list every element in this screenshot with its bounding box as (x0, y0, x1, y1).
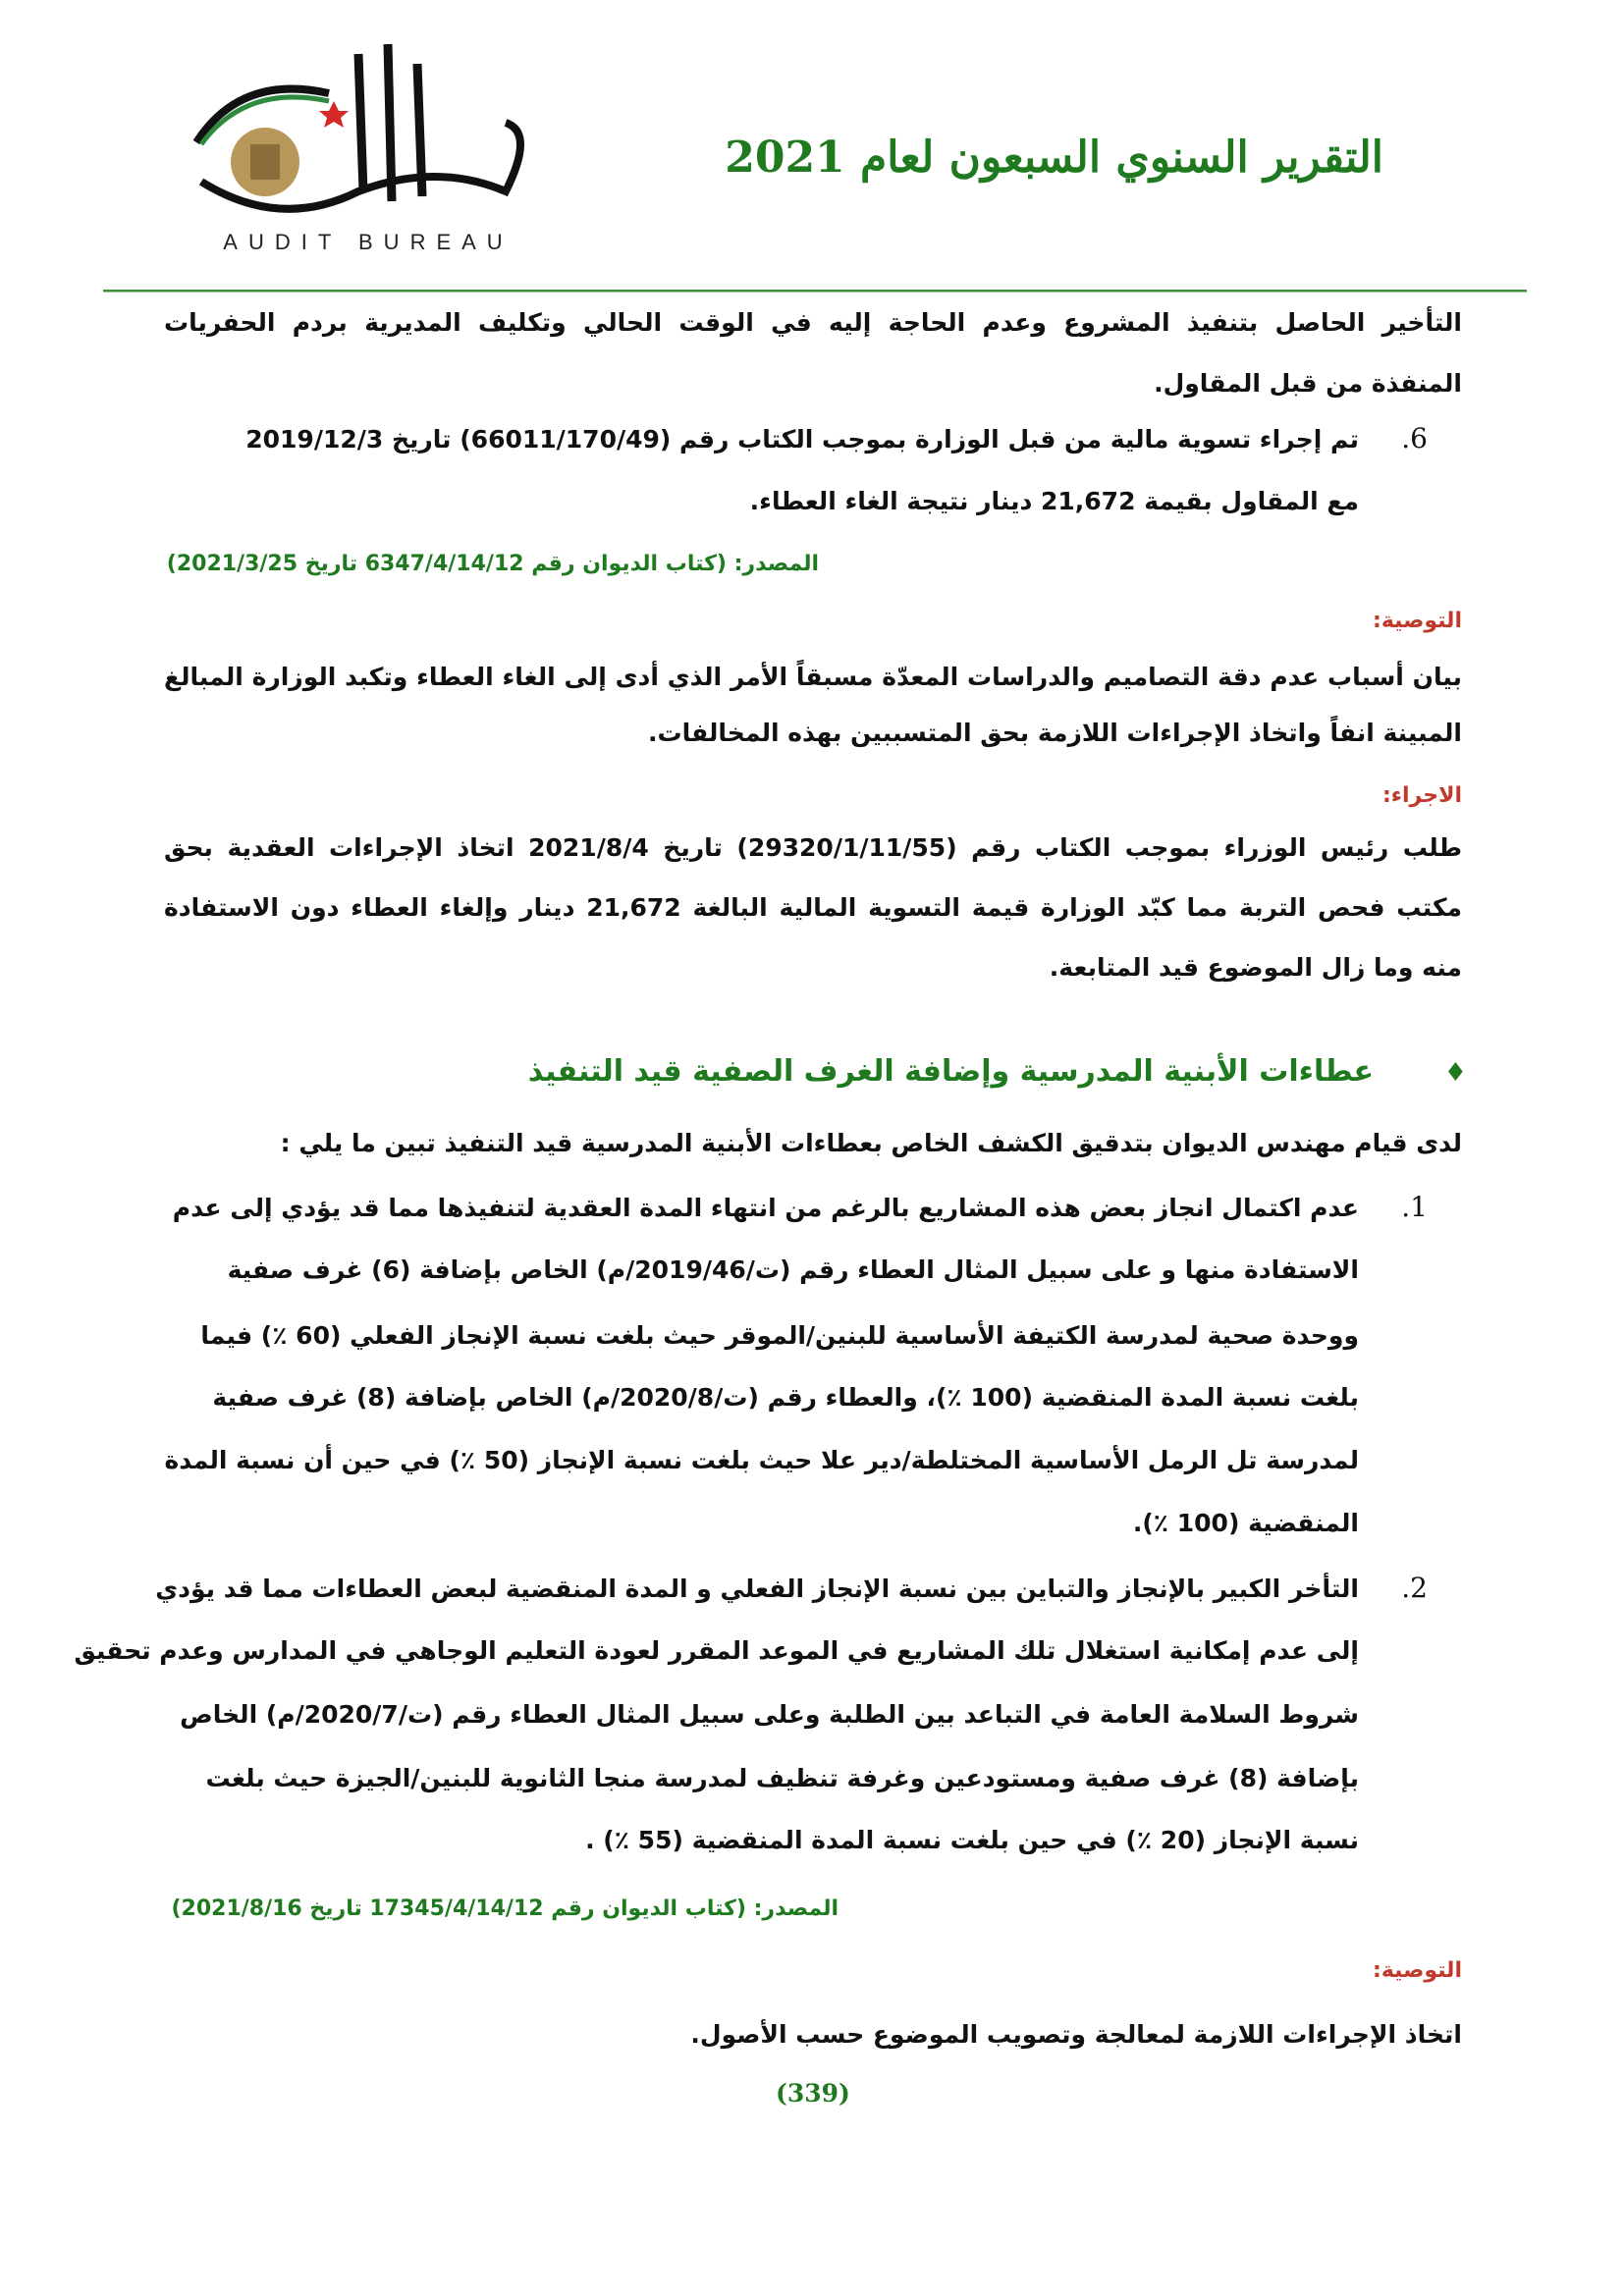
list-number: .1 (1401, 1191, 1428, 1223)
list-item-line: ووحدة صحية لمدرسة الكتيفة الأساسية للبنين/الموقر حيث بلغت نسبة الإنجاز الفعلي (60 ٪) فيما (200, 1321, 1359, 1350)
logo-emblem-icon (182, 34, 555, 226)
audit-bureau-logo (182, 34, 555, 255)
list-item-line: بلغت نسبة المدة المنقضية (100 ٪)، والعطاء رقم (ت/2020/8/م) الخاص بإضافة (8) غرف صفية (212, 1383, 1359, 1412)
source-citation: المصدر: (كتاب الديوان رقم 17345/4/14/12 تاريخ 2021/8/16) (171, 1896, 839, 1921)
list-item-line: التأخر الكبير بالإنجاز والتباين بين نسبة الإنجاز الفعلي و المدة المنقضية لبعض العطاءات مما قد يؤدي (155, 1575, 1359, 1603)
recommendation-text: اتخاذ الإجراءات اللازمة لمعالجة وتصويب الموضوع حسب الأصول. (690, 2020, 1462, 2049)
logo-text: AUDIT BUREAU (223, 230, 514, 254)
list-item-line: الاستفادة منها و على سبيل المثال العطاء رقم (ت/2019/46/م) الخاص بإضافة (6) غرف صفية (227, 1255, 1359, 1284)
recommendation-line: المبينة انفاً واتخاذ الإجراءات اللازمة بحق المتسببين بهذه المخالفات. (648, 719, 1462, 747)
list-number: .6 (1401, 422, 1428, 454)
list-item-line: نسبة الإنجاز (20 ٪) في حين بلغت نسبة المدة المنقضية (55 ٪) . (585, 1826, 1359, 1854)
action-line: منه وما زال الموضوع قيد المتابعة. (1049, 953, 1462, 982)
source-citation: المصدر: (كتاب الديوان رقم 6347/4/14/12 تاريخ 2021/3/25) (166, 552, 819, 576)
section-bullet-icon: ♦ (1443, 1058, 1467, 1088)
list-item-line: عدم اكتمال انجاز بعض هذه المشاريع بالرغم من انتهاء المدة العقدية لتنفيذها مما قد يؤدي إلى عدم (172, 1194, 1359, 1222)
recommendation-label: التوصية: (1373, 609, 1462, 633)
list-number: .2 (1401, 1572, 1428, 1604)
action-label: الاجراء: (1381, 783, 1462, 808)
action-line: مكتب فحص التربة مما كبّد الوزارة قيمة التسوية المالية البالغة 21,672 دينار وإلغاء العطاء دون الاستفادة (164, 893, 1462, 922)
list-item-line: إلى عدم إمكانية استغلال تلك المشاريع في الموعد المقرر لعودة التعليم الوجاهي في المدارس وعدم تحقيق (74, 1636, 1359, 1665)
section-heading: عطاءات الأبنية المدرسية وإضافة الغرف الصفية قيد التنفيذ (527, 1054, 1374, 1089)
recommendation-line: بيان أسباب عدم دقة التصاميم والدراسات المعدّة مسبقاً الأمر الذي أدى إلى الغاء العطاء وتكبد الوزارة المبالغ (164, 663, 1462, 691)
list-item-line: شروط السلامة العامة في التباعد بين الطلبة وعلى سبيل المثال العطاء رقم (ت/2020/7/م) الخاص (180, 1700, 1359, 1729)
recommendation-label: التوصية: (1373, 1958, 1462, 1983)
list-item-line: بإضافة (8) غرف صفية ومستودعين وغرفة تنظيف لمدرسة منجا الثانوية للبنين/الجيزة حيث بلغت (205, 1764, 1359, 1792)
list-item-line: لمدرسة تل الرمل الأساسية المختلطة/دير علا حيث بلغت نسبة الإنجاز (50 ٪) في حين أن نسبة المدة (164, 1446, 1359, 1474)
header-divider (103, 290, 1527, 293)
list-item-line: تم إجراء تسوية مالية من قبل الوزارة بموجب الكتاب رقم (66011/170/49) تاريخ 2019/12/3 (245, 425, 1359, 454)
action-line: طلب رئيس الوزراء بموجب الكتاب رقم (29320/1/11/55) تاريخ 2021/8/4 اتخاذ الإجراءات العقدية بحق (164, 833, 1463, 862)
paragraph-line: التأخير الحاصل بتنفيذ المشروع وعدم الحاجة إليه في الوقت الحالي وتكليف المديرية بردم الحفريات (164, 308, 1462, 337)
section-intro: لدى قيام مهندس الديوان بتدقيق الكشف الخاص بعطاءات الأبنية المدرسية قيد التنفيذ تبين ما يلي : (280, 1129, 1462, 1157)
page-number: (339) (776, 2079, 850, 2108)
report-title: التقرير السنوي السبعون لعام 2021 (725, 133, 1383, 183)
list-item-line: المنقضية (100 ٪). (1132, 1509, 1359, 1537)
list-item-line: مع المقاول بقيمة 21,672 دينار نتيجة الغاء العطاء. (749, 487, 1359, 515)
paragraph-line: المنفذة من قبل المقاول. (1154, 369, 1462, 398)
